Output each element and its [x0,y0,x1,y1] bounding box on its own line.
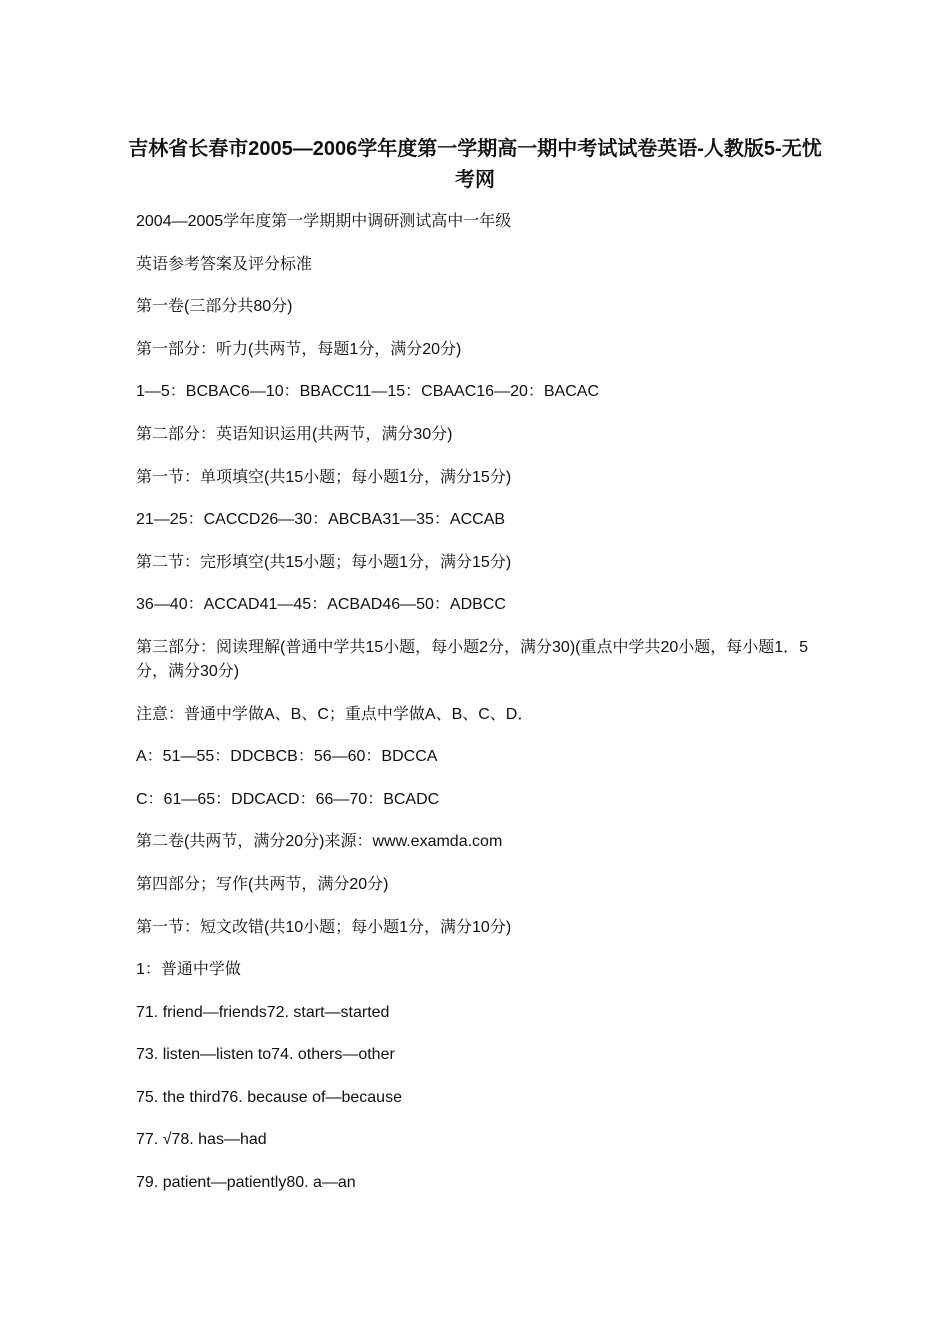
paragraph-part-four-writing: 第四部分；写作(共两节，满分20分) [136,875,389,893]
paragraph-corrections-71-72: 71. friend—friends72. start—started [136,1003,390,1021]
paragraph-corrections-79-80: 79. patient—patiently80. a—an [136,1174,356,1192]
paragraph-volume-one: 第一卷(三部分共80分) [136,298,293,316]
document-title: 吉林省长春市2005—2006学年度第一学期高一期中考试试卷英语-人教版5-无忧考网 [128,138,822,191]
paragraph-ordinary-school: 1：普通中学做 [136,961,241,979]
paragraph-answers-1-20: 1—5：BCBAC6—10：BBACC11—15：CBAAC16—20：BACAC [136,383,599,401]
paragraph-part-one-listening: 第一部分：听力(共两节，每题1分，满分20分) [136,340,462,358]
paragraph-answers-36-50: 36—40：ACCAD41—45：ACBAD46—50：ADBCC [136,596,506,614]
document-body [136,210,816,1214]
paragraph-section-error-correction: 第一节：短文改错(共10小题；每小题1分，满分10分) [136,918,512,936]
paragraph-answer-key-title: 英语参考答案及评分标准 [136,255,313,273]
paragraph-part-two: 第二部分：英语知识运用(共两节，满分30分) [136,425,453,443]
paragraph-answers-c: C：61—65：DDCACD：66—70：BCADC [136,790,440,808]
paragraph-corrections-75-76: 75. the third76. because of—because [136,1088,402,1106]
paragraph-corrections-77-78: 77. √78. has—had [136,1131,267,1149]
paragraph-answers-21-35: 21—25：CACCD26—30：ABCBA31—35：ACCAB [136,511,506,529]
paragraph-volume-two: 第二卷(共两节，满分20分)来源：www.examda.com [136,833,503,851]
paragraph-corrections-73-74: 73. listen—listen to74. others—other [136,1046,395,1064]
paragraph-section-two-cloze: 第二节：完形填空(共15小题；每小题1分，满分15分) [136,553,512,571]
paragraph-part-three-reading: 第三部分：阅读理解(普通中学共15小题，每小题2分，满分30)(重点中学共20小题，每小题1．5分，满分30分) [136,638,809,680]
paragraph-answers-a: A：51—55：DDCBCB：56—60：BDCCA [136,748,438,766]
paragraph-note: 注意：普通中学做A、B、C；重点中学做A、B、C、D． [136,705,534,723]
paragraph-section-one-multiple-choice: 第一节：单项填空(共15小题；每小题1分，满分15分) [136,468,512,486]
paragraph-exam-heading: 2004—2005学年度第一学期期中调研测试高中一年级 [136,213,512,230]
